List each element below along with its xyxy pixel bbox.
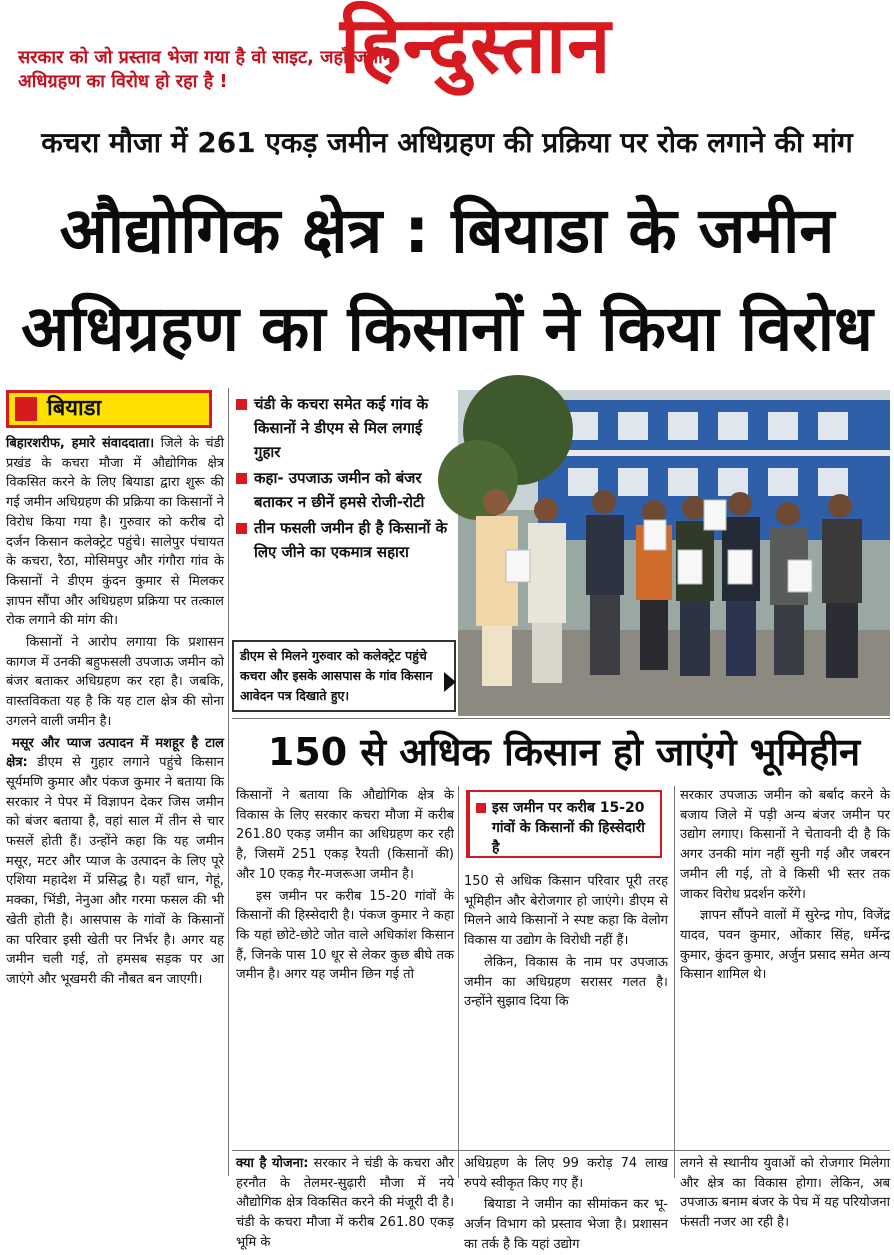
column-divider xyxy=(458,786,459,1178)
col1-subheading: मसूर और प्याज उत्पादन में मशहूर है टाल क्षेत्र: xyxy=(6,735,224,771)
kicker-headline: कचरा मौजा में 261 एकड़ जमीन अधिग्रहण की प्रक्रिया पर रोक लगाने की मांग xyxy=(41,126,853,159)
bottom4-paragraph: लगने से स्थानीय युवाओं को रोजगार मिलेगा और क्षेत्र का विकास होगा। लेकिन, अब उपजाऊ बनाम बंजर के पेच में यह परियोजना फंसती नजर आ रही है। xyxy=(680,1156,890,1231)
photo-caption xyxy=(232,640,456,712)
caption-arrow-icon xyxy=(444,672,456,692)
place-tag xyxy=(6,390,212,428)
article-column-1 xyxy=(6,434,224,1178)
place-tag-marker xyxy=(15,397,37,421)
col3-paragraph-1: 150 से अधिक किसान परिवार पूरी तरह भूमिहीन और बेरोजगार हो जाएंगे। डीएम से मिलने आये किसानों ने स्पष्ट कहा कि वेलोग विकास या उद्योग के विरोधी नहीं हैं। xyxy=(464,874,668,949)
side-box: इस जमीन पर करीब 15-20 गांवों के किसानों की हिस्सेदारी है xyxy=(466,790,662,858)
highlights-box xyxy=(234,392,452,632)
article-column-3 xyxy=(464,872,668,1148)
bottom3-paragraph-2: बियाडा ने जमीन का सीमांकन कर भू-अर्जन विभाग को प्रस्ताव भेजा है। प्रशासन का तर्क है कि यहां उद्योग xyxy=(464,1197,668,1252)
caption-text: डीएम से मिलने गुरुवार को कलेक्ट्रेट पहुंचे कचरा और इसके आसपास के गांव किसान आवेदन पत्र दिखाते हुए। xyxy=(240,648,433,703)
col2-paragraph-1: किसानों ने बताया कि औद्योगिक क्षेत्र के विकास के लिए सरकार कचरा मौजा में करीब 261.80 एकड़ जमीन का अधिग्रहण कर रही है, जिसमें 251 एकड़ रैयती (किसानों की) और 10 एकड़ गैर-मजरूआ जमीन है। xyxy=(236,788,454,882)
column-divider xyxy=(674,786,675,1178)
col3-paragraph-2: लेकिन, विकास के नाम पर उपजाऊ जमीन का अधिग्रहण सरासर गलत है। उन्होंने सुझाव दिया कि xyxy=(464,954,668,1010)
place-tag-label: बियाडा xyxy=(47,396,102,421)
bottom-column-4 xyxy=(680,1154,890,1231)
col4-paragraph-1: सरकार उपजाऊ जमीन को बर्बाद करने के बजाय जिले में पड़ी अन्य बंजर जमीन पर उद्योग लगाए। किसानों ने चेतावनी दी है कि अगर उनकी मांग नहीं सुनी गई और जबरन जमीन ली गई, तो वे किसी भी स्तर तक जाकर विरोध प्रदर्शन करेंगे। xyxy=(680,788,890,902)
news-photo xyxy=(458,390,890,716)
farmers-photo-illustration xyxy=(458,390,890,716)
headline-line-1: औद्योगिक क्षेत्र : बियाडा के जमीन xyxy=(59,194,835,267)
bottom-subheading: क्या है योजना: xyxy=(236,1156,309,1171)
highlight-item: चंडी के कचरा समेत कई गांव के किसानों ने डीएम से मिल लगाई गुहार xyxy=(234,392,452,464)
col2-paragraph-2: इस जमीन पर करीब 15-20 गांवों के किसानों की हिस्सेदारी है। पंकज कुमार ने कहा कि यहां छोटे-छोटे जोत वाले अधिकांश किसान हैं, जिनके पास 10 धूर से लेकर कुछ बीघे तक जमीन है। अगर यह जमीन छिन गई तो xyxy=(236,888,454,983)
main-headline xyxy=(6,182,888,378)
section-divider xyxy=(232,718,890,719)
highlight-item: कहा- उपजाऊ जमीन को बंजर बताकर न छीनें हमसे रोजी-रोटी xyxy=(234,466,452,514)
byline: बिहारशरीफ, हमारे संवाददाता। xyxy=(6,436,155,451)
headline-line-2: अधिग्रहण का किसानों ने किया विरोध xyxy=(21,292,873,365)
bottom3-paragraph-1: अधिग्रहण के लिए 99 करोड़ 74 लाख रुपये स्वीकृत किए गए हैं। xyxy=(464,1156,668,1191)
sub-headline: 150 से अधिक किसान हो जाएंगे भूमिहीन xyxy=(267,730,861,774)
col1-paragraph-3: डीएम से गुहार लगाने पहुंचे किसान सूर्यमणि कुमार और पंकज कुमार ने बताया कि सरकार ने पेपर में विज्ञापन देकर जिस जमीन को बंजर बताया है, वहां साल में तीन से चार फसलें होती हैं। उन्होंने कहा कि यह जमीन मसूर, मटर और प्याज के उत्पादन के लिए पूरे एशिया महादेश में प्रसिद्ध है। यहाँ धान, गेहूं, मक्का, भिंडी, नेनुआ और गरमा फसल की भी खेती होती है। आसपास के गांवों के किसानों का परिवार इसी खेती पर निर्भर है। अगर यह जमीन चली गई, तो हमसब सड़क पर आ जाएंगे और भूखमरी की नौबत बन जाएगी। xyxy=(6,755,224,987)
bottom-column-3 xyxy=(464,1154,668,1252)
article-column-4 xyxy=(680,786,890,1148)
top-note: सरकार को जो प्रस्ताव भेजा गया है वो साइट, जहाँ जमीन अधिग्रहण का विरोध हो रहा है ! xyxy=(18,47,393,92)
newspaper-logo: हिन्दुस्तान xyxy=(340,0,612,91)
bottom-column-2 xyxy=(236,1154,455,1250)
col1-paragraph-2: किसानों ने आरोप लगाया कि प्रशासन कागज में उनकी बहुफसली उपजाऊ जमीन को बंजर बताकर अधिग्रहण कर रहा है। जबकि, वास्तविकता यह है कि यह टाल क्षेत्र की सोना उगलने वाली जमीन है। xyxy=(6,635,224,729)
bottom2-paragraph: सरकार ने चंडी के कचरा और हरनौत के तेलमर-सुढ़ारी मौजा में नये औद्योगिक क्षेत्र विकसित करने की मंजूरी दी है। चंडी के कचरा मौजा में करीब 261.80 एकड़ भूमि के xyxy=(236,1156,455,1250)
col4-paragraph-2: ज्ञापन सौंपने वालों में सुरेन्द्र गोप, विजेंद्र यादव, पवन कुमार, ओंकार सिंह, धर्मेन्द्र कुमार, कुंदन कुमार, अर्जुन प्रसाद समेत अन्य किसान शामिल थे। xyxy=(680,908,890,983)
highlight-item: तीन फसली जमीन ही है किसानों के लिए जीने का एकमात्र सहारा xyxy=(234,516,452,564)
col1-paragraph-1: जिले के चंडी प्रखंड के कचरा मौजा में औद्योगिक क्षेत्र विकसित करने के लिए बियाडा द्वारा शुरू की गई जमीन अधिग्रहण की प्रक्रिया का किसानों ने विरोध किया गया है। गुरुवार को करीब दो दर्जन किसान कलेक्ट्रेट पहुंचे। सालेपुर पंचायत के कचरा, रैठा, मोसिमपुर और गंगौरा गांव के किसानों ने डीएम कुंदन कुमार से मिलकर ज्ञापन सौंपा और अधिग्रहण प्रक्रिया पर तत्काल रोक लगाने की मांग की। xyxy=(6,436,224,629)
article-column-2 xyxy=(236,786,454,1148)
column-divider xyxy=(228,388,229,1176)
bottom-divider xyxy=(232,1150,890,1151)
